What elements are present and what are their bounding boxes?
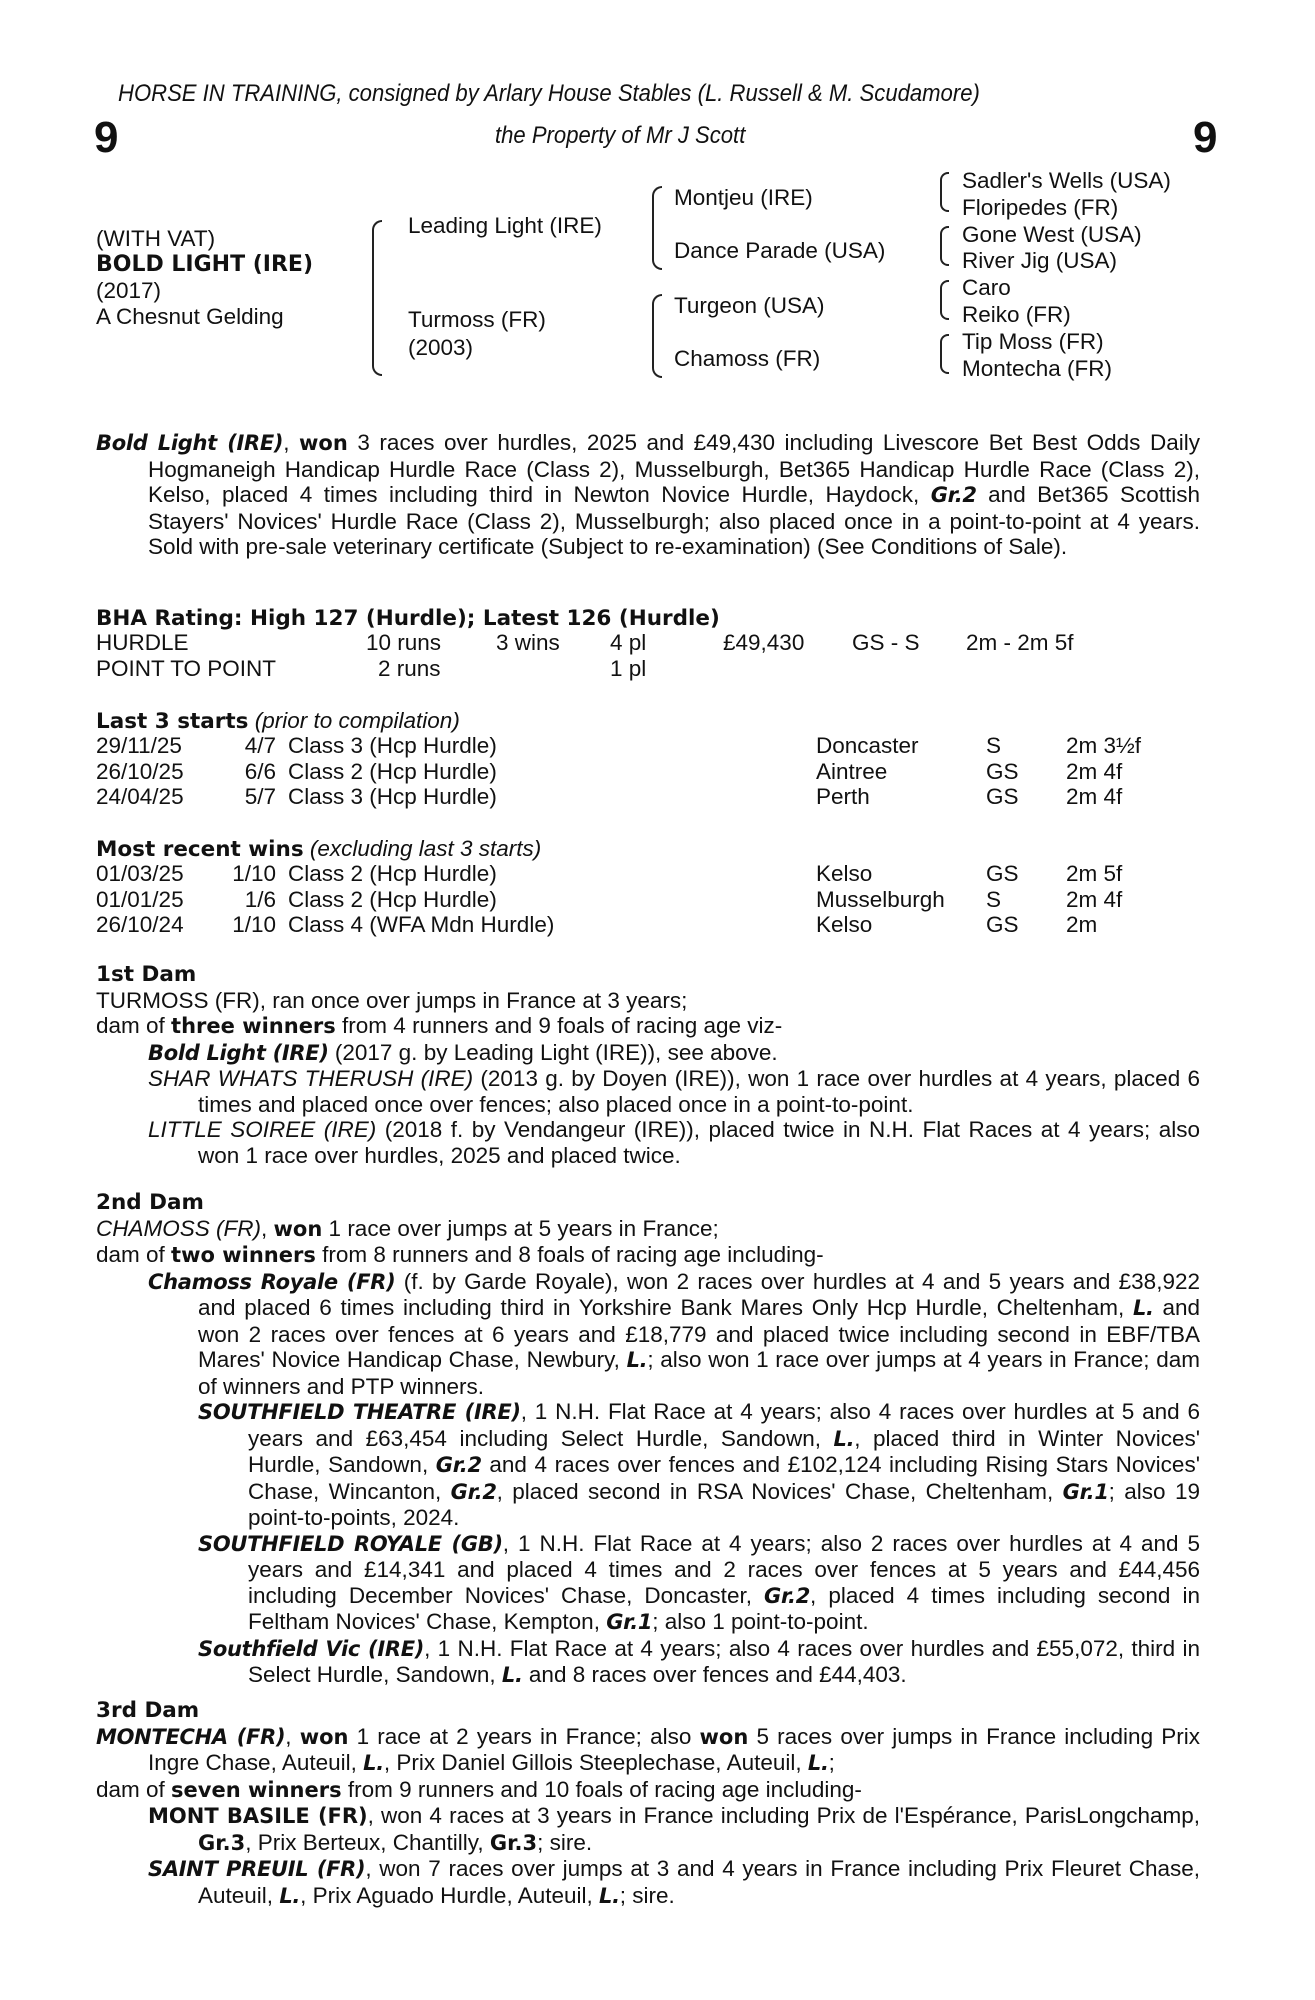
form-dist: 2m 4f bbox=[1066, 784, 1123, 809]
listed-label: L. bbox=[626, 1348, 648, 1372]
form-race: Class 3 (Hcp Hurdle) bbox=[288, 733, 497, 758]
rating-type: HURDLE bbox=[96, 630, 189, 655]
form-date: 01/01/25 bbox=[96, 886, 184, 912]
summary-grade: Gr.2 bbox=[930, 483, 977, 507]
form-course: Kelso bbox=[816, 912, 873, 937]
dam-name: CHAMOSS (FR) bbox=[96, 1215, 261, 1241]
produce-text: (2013 g. by Doyen (IRE)), won 1 race over hurdles at 4 years, placed 6 times and placed once over fences; also placed once in a point-to-point. bbox=[198, 1066, 1200, 1117]
owner-line: the Property of Mr J Scott bbox=[495, 122, 746, 149]
produce-text: ; also 19 point-to-points, 2024. bbox=[248, 1478, 1200, 1530]
form-going: GS bbox=[986, 758, 1019, 784]
listed-label: L. bbox=[599, 1883, 620, 1908]
form-dist: 2m 4f bbox=[1066, 886, 1123, 912]
text: 1 race at 2 years in France; also bbox=[348, 1723, 700, 1749]
rating-row bbox=[96, 630, 1216, 656]
grade-label: Gr.2 bbox=[764, 1583, 811, 1608]
listed-label: L. bbox=[501, 1663, 523, 1687]
form-dist: 2m 5f bbox=[1066, 861, 1123, 886]
first-dam-line: TURMOSS (FR), ran once over jumps in France at 3 years; bbox=[96, 987, 688, 1013]
dam-dam: Chamoss (FR) bbox=[674, 346, 821, 371]
produce-name: SOUTHFIELD THEATRE (IRE) bbox=[198, 1400, 521, 1424]
summary-text-2: and Bet365 Scottish Stayers' Novices' Hurdle Race (Class 2), Musselburgh; also placed once in a point-to-point at 4 years. Sold with pre-sale veterinary certificate (Subject to re-examination) (See Conditions of Sale). bbox=[148, 482, 1200, 559]
recent-wins-subtitle: (excluding last 3 starts) bbox=[303, 836, 542, 861]
produce-text: , Prix Berteux, Chantilly, bbox=[245, 1829, 490, 1855]
first-dam-produce-line bbox=[96, 1013, 1200, 1040]
form-date: 26/10/25 bbox=[96, 758, 184, 784]
rating-row bbox=[96, 656, 1216, 682]
pedigree-brace-g3-1 bbox=[940, 172, 949, 212]
last-starts-subtitle: (prior to compilation) bbox=[248, 708, 460, 733]
form-going: S bbox=[986, 733, 1002, 758]
dam-year: (2003) bbox=[408, 335, 474, 360]
produce-entry bbox=[148, 1803, 1200, 1856]
form-pos: 1/10 bbox=[232, 912, 276, 937]
listed-label: L. bbox=[1132, 1296, 1154, 1320]
produce-name: Chamoss Royale (FR) bbox=[148, 1269, 396, 1294]
form-date: 29/11/25 bbox=[96, 733, 182, 758]
pedigree-brace-gen1 bbox=[372, 220, 382, 376]
form-pos: 6/6 bbox=[244, 758, 276, 784]
form-course: Perth bbox=[816, 784, 870, 809]
produce-text: ; also won 1 race over jumps at 4 years in France; dam of winners and PTP winners. bbox=[198, 1347, 1200, 1399]
produce-text: , 1 N.H. Flat Race at 4 years; also 4 races over hurdles at 5 and 6 years and £63,454 including Select Hurdle, Sandown, bbox=[248, 1399, 1200, 1451]
first-dam-section bbox=[96, 962, 1200, 1168]
produce-name: SHAR WHATS THERUSH (IRE) bbox=[148, 1066, 474, 1091]
form-date: 24/04/25 bbox=[96, 784, 184, 809]
form-row bbox=[96, 912, 1216, 938]
text: dam of bbox=[96, 1242, 172, 1267]
form-going: S bbox=[986, 886, 1002, 912]
recent-wins-title: Most recent wins bbox=[96, 837, 304, 862]
form-race: Class 3 (Hcp Hurdle) bbox=[288, 784, 497, 809]
produce-text: , won 4 races at 3 years in France including Prix de l'Espérance, ParisLongchamp, bbox=[367, 1803, 1200, 1828]
produce-text: and 4 races over fences and £102,124 including Rising Stars Novices' Chase, Wincanton, bbox=[248, 1452, 1200, 1504]
dam-name: MONTECHA (FR) bbox=[96, 1724, 286, 1749]
rating-wins: 3 wins bbox=[496, 630, 560, 655]
pedigree-brace-dam bbox=[652, 294, 662, 378]
rating-type: POINT TO POINT bbox=[96, 656, 277, 681]
grade-label: Gr.3 bbox=[489, 1830, 538, 1855]
text: ; bbox=[828, 1750, 835, 1775]
produce-name: Bold Light (IRE) bbox=[148, 1040, 329, 1065]
produce-name: SOUTHFIELD ROYALE (GB) bbox=[198, 1531, 503, 1556]
produce-entry bbox=[148, 1066, 1200, 1117]
bha-rating-title: BHA Rating: High 127 (Hurdle); Latest 126 (Hurdle) bbox=[96, 606, 720, 631]
horse-year: (2017) bbox=[96, 278, 162, 303]
produce-entry bbox=[148, 1269, 1200, 1400]
grade-label: Gr.2 bbox=[435, 1453, 482, 1477]
produce-entry bbox=[148, 1856, 1200, 1909]
form-date: 01/03/25 bbox=[96, 861, 184, 886]
lot-number-right: 9 bbox=[1193, 113, 1218, 162]
won-label: won bbox=[273, 1216, 323, 1241]
listed-label: L. bbox=[807, 1751, 829, 1775]
dam bbox=[408, 306, 546, 362]
form-pos: 1/6 bbox=[244, 886, 276, 912]
grand-produce-entry bbox=[198, 1399, 1200, 1531]
form-dist: 2m bbox=[1066, 912, 1098, 937]
grade-label: Gr.1 bbox=[606, 1610, 653, 1634]
g3-montecha: Montecha (FR) bbox=[962, 355, 1113, 381]
form-course: Aintree bbox=[816, 758, 888, 784]
text: from 8 runners and 8 foals of racing age including- bbox=[315, 1242, 824, 1267]
listed-label: L. bbox=[833, 1426, 855, 1451]
form-date: 26/10/24 bbox=[96, 912, 184, 937]
form-pos: 1/10 bbox=[232, 861, 276, 886]
text: 1 race over jumps at 5 years in France; bbox=[322, 1215, 719, 1241]
produce-text: (2018 f. by Vendangeur (IRE)), placed twice in N.H. Flat Races at 4 years; also won 1 race over hurdles, 2025 and placed twice. bbox=[198, 1117, 1200, 1168]
dam-name: Turmoss (FR) bbox=[408, 307, 546, 332]
form-race: Class 2 (Hcp Hurdle) bbox=[288, 861, 497, 886]
g3-caro: Caro bbox=[962, 275, 1011, 301]
produce-text: (2017 g. by Leading Light (IRE)), see above. bbox=[328, 1039, 778, 1065]
horse-name: BOLD LIGHT (IRE) bbox=[96, 252, 314, 277]
third-dam-section bbox=[96, 1698, 1200, 1909]
pedigree-brace-g3-3 bbox=[940, 280, 949, 320]
third-dam-title: 3rd Dam bbox=[96, 1698, 200, 1723]
produce-text: (f. by Garde Royale), won 2 races over hurdles at 4 and 5 years and £38,922 and placed 6 times including third in Yorkshire Bank Mares Only Hcp Hurdle, Cheltenham, bbox=[198, 1268, 1200, 1320]
rating-prize: £49,430 bbox=[723, 630, 805, 655]
winner-count: seven winners bbox=[171, 1777, 342, 1802]
second-dam-produce-line bbox=[96, 1242, 1200, 1269]
first-dam-title: 1st Dam bbox=[96, 962, 197, 987]
form-race: Class 2 (Hcp Hurdle) bbox=[288, 758, 497, 784]
text: , Prix Daniel Gillois Steeplechase, Auteuil, bbox=[383, 1750, 808, 1775]
produce-name: LITTLE SOIREE (IRE) bbox=[148, 1117, 377, 1142]
form-going: GS bbox=[986, 861, 1019, 886]
produce-name: Southfield Vic (IRE) bbox=[198, 1636, 425, 1661]
g3-river-jig: River Jig (USA) bbox=[962, 248, 1118, 274]
winner-count: three winners bbox=[171, 1014, 336, 1038]
form-course: Musselburgh bbox=[816, 886, 945, 912]
produce-name: SAINT PREUIL (FR) bbox=[148, 1857, 366, 1881]
form-going: GS bbox=[986, 784, 1019, 809]
sire-sire: Montjeu (IRE) bbox=[674, 185, 813, 210]
form-going: GS bbox=[986, 912, 1019, 937]
produce-text: , Prix Aguado Hurdle, Auteuil, bbox=[300, 1882, 600, 1908]
form-row bbox=[96, 861, 1216, 887]
listed-label: L. bbox=[363, 1751, 384, 1775]
sire-dam: Dance Parade (USA) bbox=[674, 238, 886, 263]
form-pos: 4/7 bbox=[244, 733, 276, 758]
produce-entry bbox=[148, 1040, 1200, 1067]
g3-reiko: Reiko (FR) bbox=[962, 301, 1071, 327]
form-dist: 2m 3½f bbox=[1066, 733, 1142, 758]
dam-sire: Turgeon (USA) bbox=[674, 293, 825, 318]
horse-description: A Chesnut Gelding bbox=[96, 304, 284, 329]
form-race: Class 4 (WFA Mdn Hurdle) bbox=[288, 912, 555, 937]
pedigree-gen3 bbox=[962, 168, 1171, 382]
lot-number-left: 9 bbox=[94, 113, 119, 162]
third-dam-line bbox=[96, 1724, 1200, 1777]
produce-text: ; sire. bbox=[537, 1829, 593, 1855]
produce-text: , placed 4 times including second in Feltham Novices' Chase, Kempton, bbox=[248, 1582, 1200, 1634]
form-course: Doncaster bbox=[816, 733, 919, 758]
recent-wins-heading bbox=[96, 836, 541, 862]
text: from 9 runners and 10 foals of racing age including- bbox=[341, 1776, 862, 1802]
text: 5 races over jumps in France including Prix Ingre Chase, Auteuil, bbox=[148, 1723, 1200, 1775]
race-summary bbox=[96, 430, 1200, 560]
rating-placed: 1 pl bbox=[610, 656, 647, 681]
produce-text: , won 7 races over jumps at 3 and 4 years in France including Prix Fleuret Chase, Auteuil, bbox=[198, 1856, 1200, 1908]
form-row bbox=[96, 784, 1216, 810]
grade-label: Gr.3 bbox=[198, 1830, 246, 1855]
form-row bbox=[96, 733, 1216, 759]
produce-text: and 8 races over fences and £44,403. bbox=[522, 1662, 907, 1687]
summary-horse-name: Bold Light (IRE) bbox=[96, 431, 284, 455]
form-pos: 5/7 bbox=[244, 784, 276, 809]
grand-produce-entry bbox=[198, 1531, 1200, 1636]
won-label: won bbox=[699, 1724, 749, 1749]
rating-runs: 10 runs bbox=[366, 630, 442, 655]
form-race: Class 2 (Hcp Hurdle) bbox=[288, 886, 497, 912]
horse-identity bbox=[96, 226, 313, 330]
grand-produce-entry bbox=[198, 1636, 1200, 1689]
grade-label: Gr.2 bbox=[450, 1479, 497, 1504]
produce-text: , placed second in RSA Novices' Chase, Cheltenham, bbox=[496, 1478, 1063, 1504]
summary-won: won bbox=[299, 431, 348, 455]
rating-distance: 2m - 2m 5f bbox=[966, 630, 1074, 655]
last-starts-heading bbox=[96, 708, 460, 734]
vat-label: (WITH VAT) bbox=[96, 226, 216, 251]
consignor-line: HORSE IN TRAINING, consigned by Arlary House Stables (L. Russell & M. Scudamore) bbox=[118, 80, 980, 107]
g3-sadlers-wells: Sadler's Wells (USA) bbox=[962, 168, 1171, 193]
sire: Leading Light (IRE) bbox=[408, 213, 602, 238]
pedigree-brace-g3-4 bbox=[940, 334, 949, 374]
summary-sep: , bbox=[283, 430, 300, 455]
text: , bbox=[285, 1723, 300, 1749]
g3-tip-moss: Tip Moss (FR) bbox=[962, 328, 1104, 354]
won-label: won bbox=[299, 1724, 349, 1749]
rating-placed: 4 pl bbox=[610, 630, 647, 655]
g3-gone-west: Gone West (USA) bbox=[962, 221, 1142, 247]
pedigree-brace-sire bbox=[652, 186, 662, 270]
form-course: Kelso bbox=[816, 861, 873, 886]
third-dam-produce-line bbox=[96, 1777, 1200, 1804]
produce-text: ; sire. bbox=[619, 1882, 675, 1908]
produce-text: ; also 1 point-to-point. bbox=[652, 1609, 869, 1634]
text: dam of bbox=[96, 1013, 172, 1038]
last-starts-title: Last 3 starts bbox=[96, 709, 249, 734]
grade-label: Gr.1 bbox=[1062, 1479, 1109, 1504]
second-dam-section bbox=[96, 1190, 1200, 1689]
rating-going: GS - S bbox=[852, 630, 920, 655]
second-dam-title: 2nd Dam bbox=[96, 1190, 204, 1215]
form-row bbox=[96, 887, 1216, 913]
produce-text: , 1 N.H. Flat Race at 4 years; also 4 races over hurdles and £55,072, third in Select Hurdle, Sandown, bbox=[248, 1635, 1200, 1687]
listed-label: L. bbox=[279, 1883, 301, 1908]
produce-text: , 1 N.H. Flat Race at 4 years; also 2 races over hurdles at 4 and 5 years and £14,341 and placed 4 times and 2 races over fences at 5 years and £44,456 including December Novices' Chase, Doncaster, bbox=[248, 1530, 1200, 1608]
produce-entry bbox=[148, 1117, 1200, 1168]
text: dam of bbox=[96, 1776, 172, 1802]
produce-name: MONT BASILE (FR) bbox=[148, 1804, 368, 1828]
rating-runs: 2 runs bbox=[378, 656, 441, 681]
produce-text: , placed third in Winter Novices' Hurdle, Sandown, bbox=[248, 1425, 1201, 1477]
winner-count: two winners bbox=[171, 1243, 316, 1267]
text: , bbox=[261, 1215, 274, 1241]
summary-text-1: 3 races over hurdles, 2025 and £49,430 including Livescore Bet Best Odds Daily Hogmaneigh Handicap Hurdle Race (Class 2), Musselburgh, Bet365 Handicap Hurdle Race (Class 2), Kelso, placed 4 times including third in Newton Novice Hurdle, Haydock, bbox=[148, 430, 1200, 507]
produce-text: and won 2 races over fences at 6 years and £18,779 and placed twice including second in EBF/TBA Mares' Novice Handicap Chase, Newbury, bbox=[198, 1295, 1200, 1372]
form-dist: 2m 4f bbox=[1066, 758, 1123, 784]
form-row bbox=[96, 759, 1216, 785]
text: from 4 runners and 9 foals of racing age viz- bbox=[335, 1013, 783, 1038]
second-dam-line bbox=[96, 1216, 1200, 1243]
pedigree-brace-g3-2 bbox=[940, 226, 949, 266]
g3-floripedes: Floripedes (FR) bbox=[962, 194, 1119, 220]
